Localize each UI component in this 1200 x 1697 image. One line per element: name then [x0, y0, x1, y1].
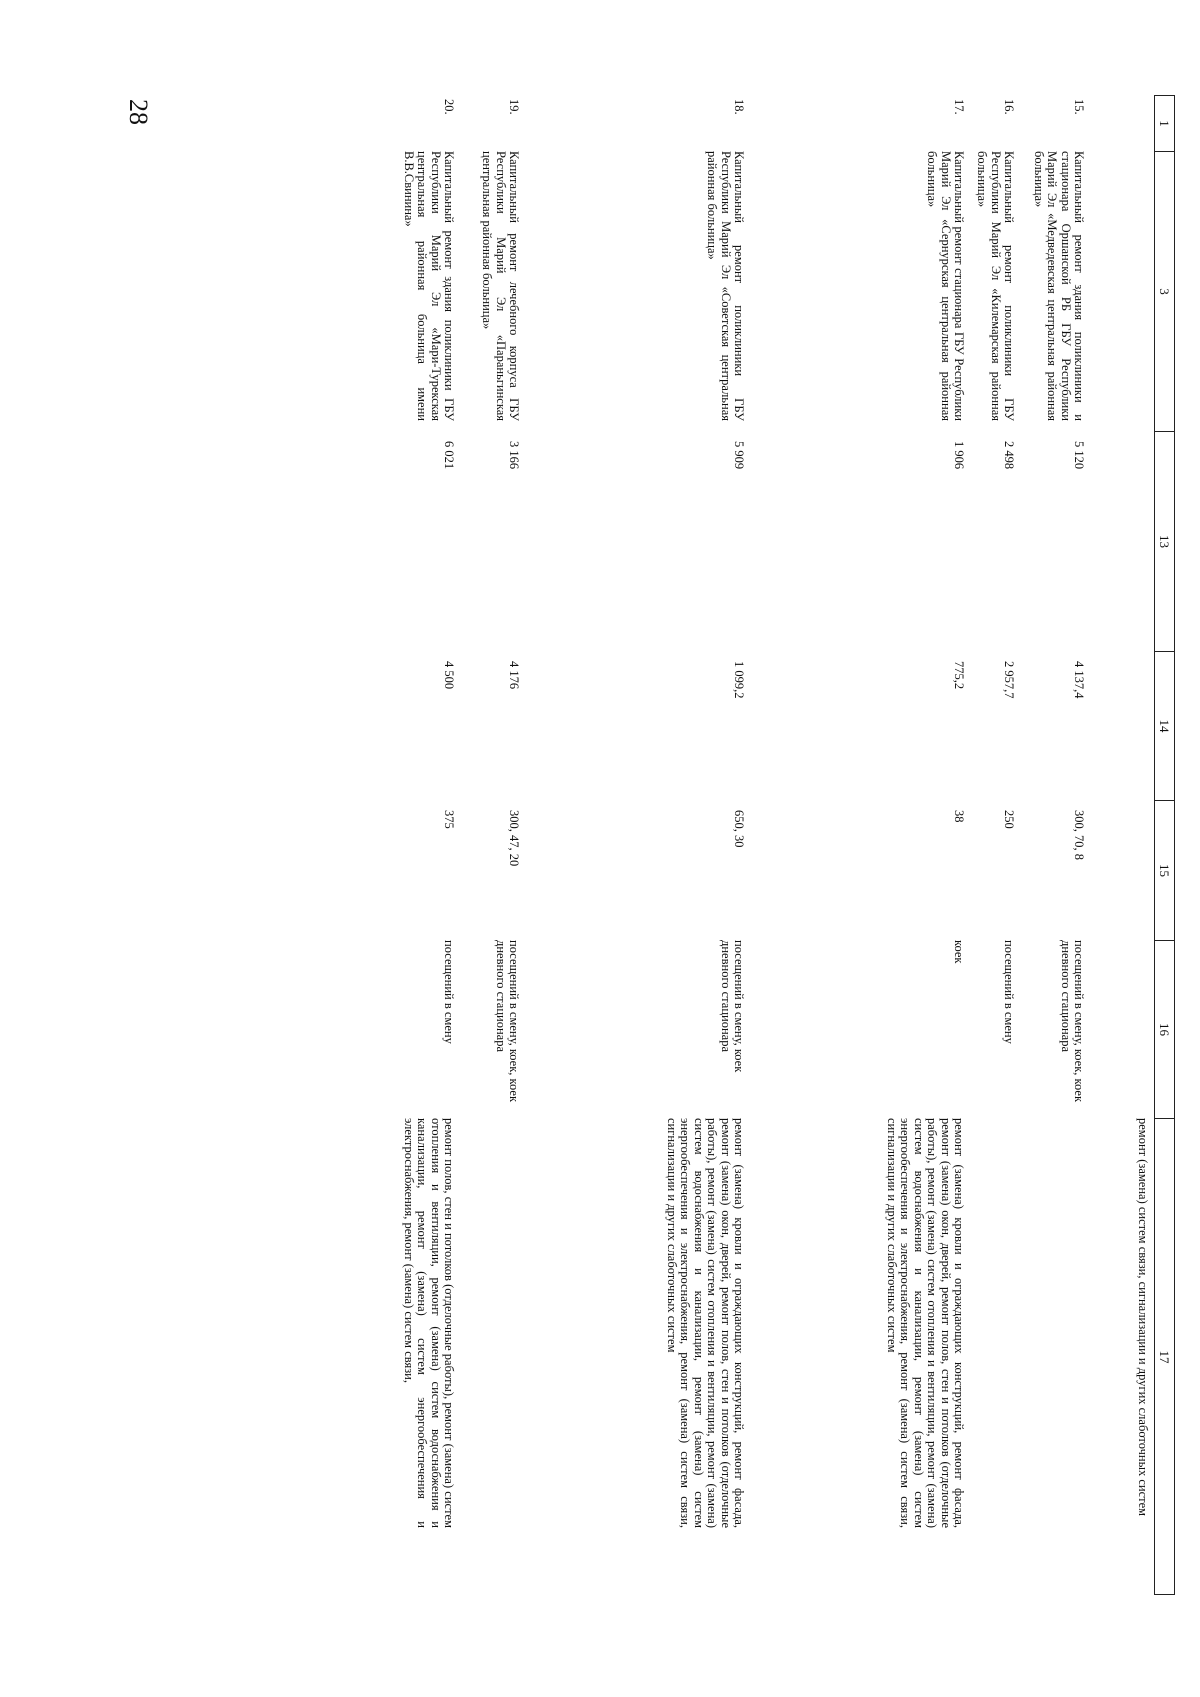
row-number: 18.: [732, 99, 746, 115]
object-name: Капитальный ремонт поликлиники ГБУ Республики Марий Эл «Советская центральная районная больница»: [705, 151, 746, 421]
unit-col-16: посещений в смену: [442, 940, 456, 1044]
row-number: 17.: [952, 99, 966, 115]
unit-col-16: посещений в смену: [1002, 940, 1016, 1044]
header-col-17: 17: [1155, 1118, 1174, 1595]
value-col-13: 5 120: [1072, 441, 1086, 470]
unit-col-16: посещений в смену, коек, коек дневного стационара: [1058, 940, 1086, 1103]
header-col-3: 3: [1155, 151, 1174, 431]
rotated-table: [155, 95, 1175, 1595]
value-col-14: 4 500: [442, 661, 456, 690]
header-col-13: 13: [1155, 431, 1174, 651]
value-col-14: 4 137,4: [1072, 661, 1086, 699]
header-col-16: 16: [1155, 940, 1174, 1118]
value-col-15: 375: [442, 810, 456, 829]
value-col-13: 6 021: [442, 441, 456, 470]
value-col-15: 250: [1002, 810, 1016, 829]
value-col-13: 3 166: [507, 441, 521, 470]
value-col-15: 300, 70, 8: [1072, 810, 1086, 860]
works-col-17: ремонт (замена) кровли и ограждающих конструкций, ремонт фасада, ремонт (замена) окон, дверей, ремонт полов, стен и потолков (отделочные работы), ремонт (замена) систем отопления и вентиляции, ремонт (замена) систем водоснабжения и канализации, ремонт (замена) систем энергообеспечения и электроснабжения, ремонт (замена) систем связи, сигнализации и других слаботочных систем: [664, 1118, 746, 1528]
value-col-13: 1 906: [952, 441, 966, 470]
row-number: 15.: [1072, 99, 1086, 115]
object-name: Капитальный ремонт здания поликлиники и стационара Оршанской РБ ГБУ Республики Марий Эл «Медведевская центральная районная больница»: [1031, 151, 1086, 421]
works-col-17: ремонт (замена) кровли и ограждающих конструкций, ремонт фасада, ремонт (замена) окон, дверей, ремонт полов, стен и потолков (отделочные работы), ремонт (замена) систем отопления и вентиляции, ремонт (замена) систем водоснабжения и канализации, ремонт (замена) систем энергообеспечения и электроснабжения, ремонт (замена) систем связи, сигнализации и других слаботочных систем: [884, 1118, 966, 1528]
value-col-15: 38: [952, 810, 966, 823]
header-col-1: 1: [1155, 95, 1174, 151]
unit-col-16: посещений в смену, коек, коек дневного стационара: [493, 940, 521, 1103]
object-name: Капитальный ремонт лечебного корпуса ГБУ Республики Марий Эл «Параньгинская центральная районная больница»: [480, 151, 521, 421]
row-number: 20.: [442, 99, 456, 115]
value-col-14: 775,2: [952, 661, 966, 690]
value-col-14: 4 176: [507, 661, 521, 690]
value-col-14: 1 099,2: [732, 661, 746, 699]
works-col-17: ремонт полов, стен и потолков (отделочные работы), ремонт (замена) систем отопления и вентиляции, ремонт (замена) систем водоснабжения и канализации, ремонт (замена) систем энергообеспечения и электроснабжения, ремонт (замена) систем связи,: [401, 1118, 456, 1528]
row-number: 19.: [507, 99, 521, 115]
header-end-line: [1155, 1594, 1174, 1595]
table-header: [1154, 95, 1175, 1595]
value-col-13: 2 498: [1002, 441, 1016, 470]
unit-col-16: коек: [952, 940, 966, 964]
header-col-14: 14: [1155, 651, 1174, 800]
continuation-text: ремонт (замена) систем связи, сигнализации и других слаботочных систем: [1136, 1118, 1150, 1517]
header-col-15: 15: [1155, 800, 1174, 940]
row-number: 16.: [1002, 99, 1016, 115]
value-col-15: 300, 47, 20: [507, 810, 521, 867]
object-name: Капитальный ремонт здания поликлиники ГБУ Республики Марий Эл «Мари-Турекская центральная районная больница имени В.В.Свинина»: [401, 151, 456, 421]
object-name: Капитальный ремонт стационара ГБУ Республики Марий Эл «Сернурская центральная районная больница»: [925, 151, 966, 421]
object-name: Капитальный ремонт поликлиники ГБУ Республики Марий Эл «Килемарская районная больница»: [975, 151, 1016, 421]
value-col-15: 650, 30: [732, 810, 746, 848]
page-number: 28: [124, 99, 153, 125]
value-col-13: 5 909: [732, 441, 746, 470]
unit-col-16: посещений в смену, коек дневного стационара: [718, 940, 746, 1073]
value-col-14: 2 957,7: [1002, 661, 1016, 699]
